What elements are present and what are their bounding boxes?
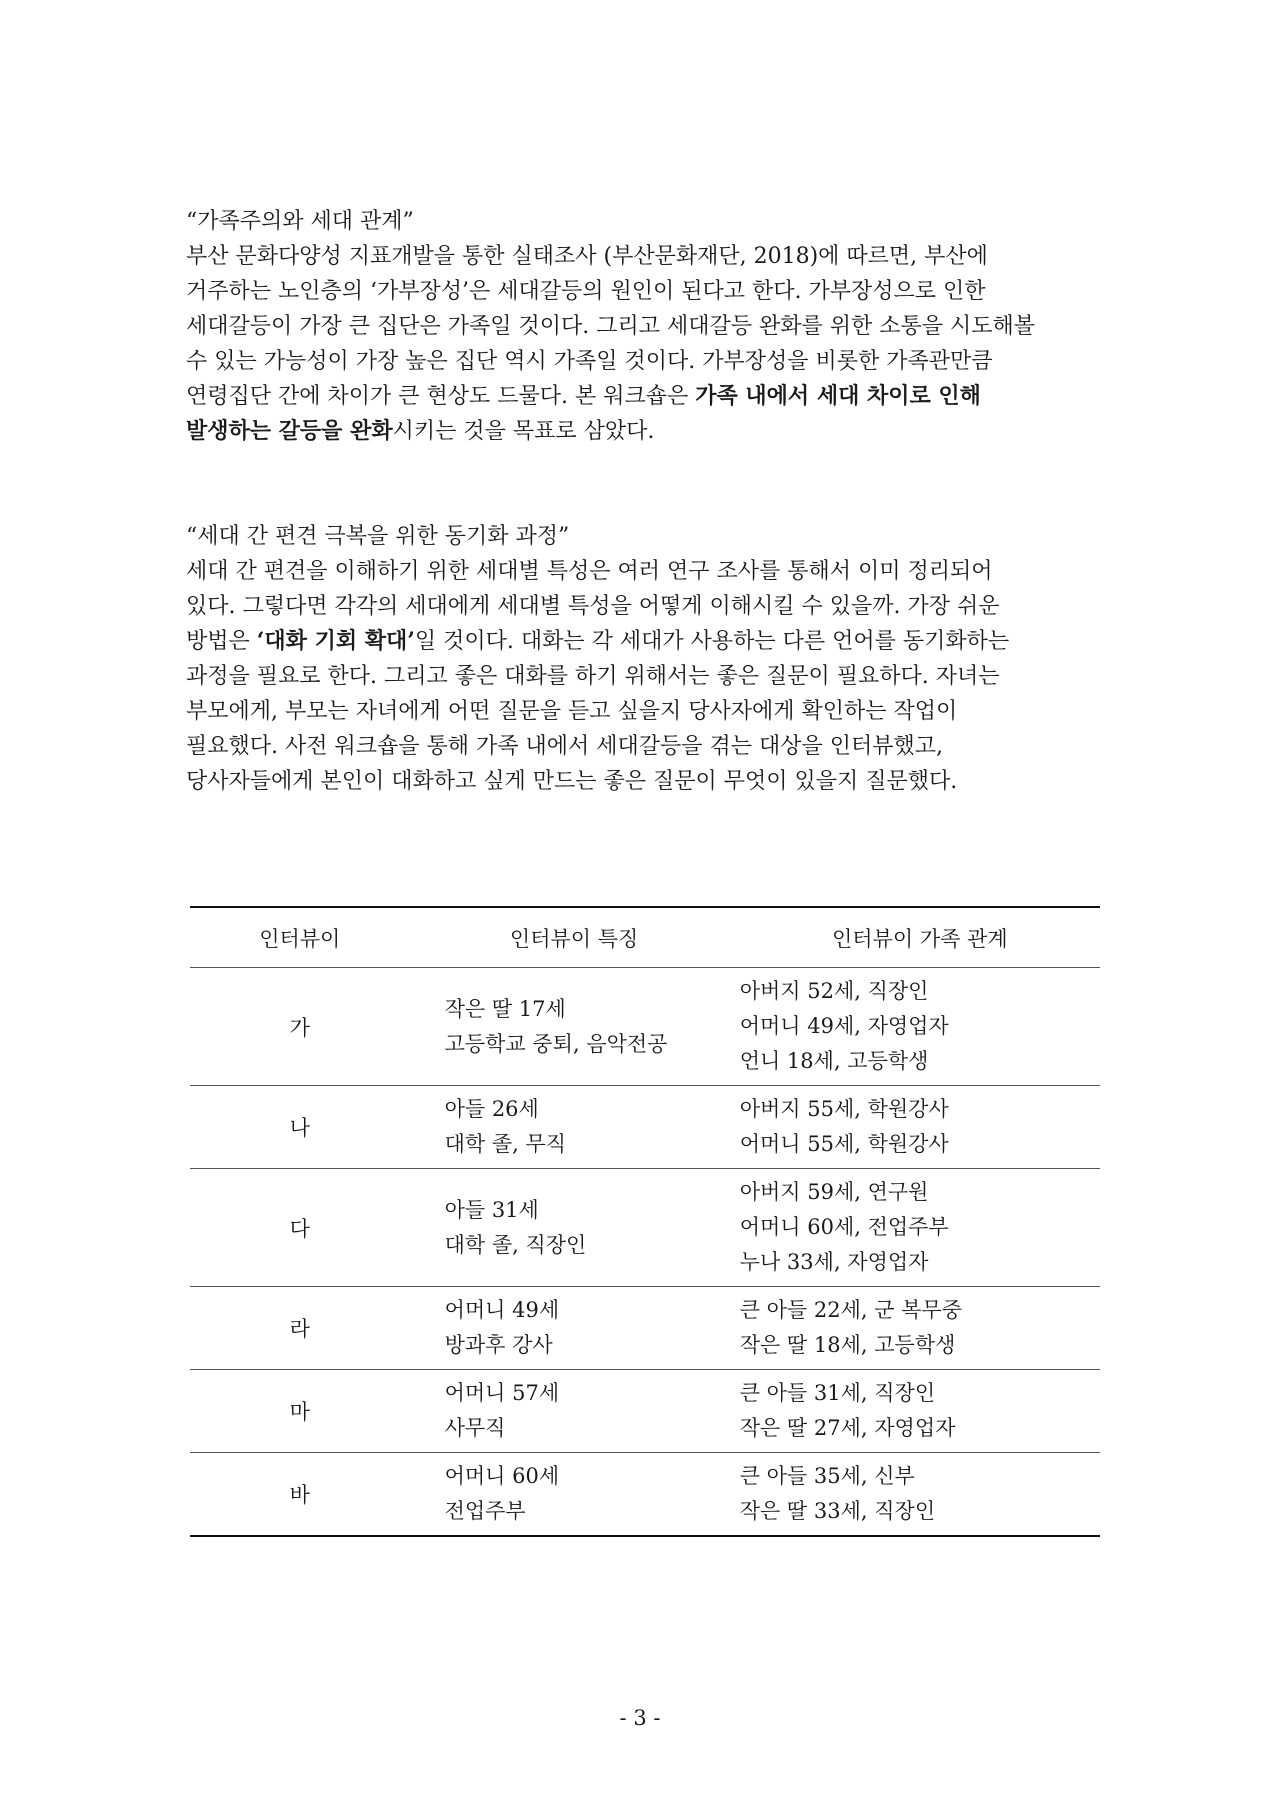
interviewee-trait: [410, 1287, 740, 1370]
trait-line: 어머니 49세: [444, 1298, 560, 1322]
trait-line: 대학 졸, 무직: [444, 1132, 567, 1156]
family-relation: [740, 1086, 1100, 1169]
paragraph-line: 수 있는 가능성이 가장 높은 집단 역시 가족일 것이다. 가부장성을 비롯한 가족관만큼: [186, 349, 993, 374]
interviewee-table: [190, 906, 1100, 1537]
section-heading: “가족주의와 세대 관계”: [186, 209, 414, 234]
relation-line: 아버지 52세, 직장인: [739, 979, 929, 1003]
family-relation: [740, 968, 1100, 1086]
paragraph-line: 세대 간 편견을 이해하기 위한 세대별 특성은 여러 연구 조사를 통해서 이미 정리되어: [186, 559, 993, 584]
relation-line: 아버지 59세, 연구원: [739, 1180, 929, 1204]
table-row: [190, 968, 1100, 1086]
family-relation: [740, 1453, 1100, 1537]
table-header-row: [190, 907, 1100, 968]
text-run: 일 것이다. 대화는 각 세대가 사용하는 다른 언어를 동기화하는: [414, 629, 1010, 654]
trait-line: 사무직: [444, 1416, 506, 1440]
family-relation: [740, 1169, 1100, 1287]
relation-line: 작은 딸 18세, 고등학생: [739, 1333, 956, 1357]
table-row: [190, 1169, 1100, 1287]
bold-text: 발생하는 갈등을 완화: [186, 418, 393, 444]
relation-line: 어머니 60세, 전업주부: [739, 1215, 949, 1239]
paragraph-line: [186, 379, 1106, 414]
table-row: [190, 1453, 1100, 1537]
interviewee-id: 가: [190, 968, 410, 1086]
trait-line: 고등학교 중퇴, 음악전공: [444, 1031, 668, 1056]
interviewee-trait: [410, 1169, 740, 1287]
trait-line: 아들 31세: [444, 1197, 539, 1222]
trait-line: 방과후 강사: [444, 1333, 553, 1357]
interviewee-id: 바: [190, 1453, 410, 1537]
family-relation: [740, 1287, 1100, 1370]
paragraph-line: [186, 624, 1106, 659]
paragraph-line: 과정을 필요로 한다. 그리고 좋은 대화를 하기 위해서는 좋은 질문이 필요하다. 자녀는: [186, 664, 1000, 689]
bold-text: 가족 내에서 세대 차이로 인해: [695, 383, 981, 409]
table-row: [190, 1086, 1100, 1169]
interviewee-id: 마: [190, 1370, 410, 1453]
section-overcoming-prejudice: [186, 519, 1106, 799]
paragraph-line: 세대갈등이 가장 큰 집단은 가족일 것이다. 그리고 세대갈등 완화를 위한 소통을 시도해볼: [186, 314, 1035, 339]
paragraph-line: [186, 414, 1106, 449]
section-family-and-generations: [186, 204, 1106, 449]
family-relation: [740, 1370, 1100, 1453]
interviewee-trait: [410, 968, 740, 1086]
relation-line: 큰 아들 22세, 군 복무중: [739, 1298, 963, 1322]
table-row: [190, 1370, 1100, 1453]
interviewee-trait: [410, 1453, 740, 1537]
relation-line: 어머니 49세, 자영업자: [739, 1014, 949, 1038]
paragraph-line: 거주하는 노인층의 ‘가부장성’은 세대갈등의 원인이 된다고 한다. 가부장성으로 인한: [186, 279, 986, 304]
text-run: 연령집단 간에 차이가 큰 현상도 드물다. 본 워크숍은: [186, 384, 696, 409]
trait-line: 작은 딸 17세: [444, 996, 566, 1021]
relation-line: 아버지 55세, 학원강사: [739, 1097, 949, 1121]
interviewee-id: 다: [190, 1169, 410, 1287]
paragraph-line: 있다. 그렇다면 각각의 세대에게 세대별 특성을 어떻게 이해시킬 수 있을까. 가장 쉬운: [186, 594, 1000, 619]
trait-line: 아들 26세: [444, 1097, 539, 1121]
header-trait: 인터뷰이 특징: [410, 907, 740, 968]
table-row: [190, 1287, 1100, 1370]
header-interviewee: 인터뷰이: [190, 907, 410, 968]
relation-line: 작은 딸 33세, 직장인: [739, 1499, 936, 1523]
relation-line: 작은 딸 27세, 자영업자: [739, 1416, 956, 1440]
interviewee-trait: [410, 1086, 740, 1169]
relation-line: 누나 33세, 자영업자: [739, 1250, 929, 1274]
interviewee-id: 나: [190, 1086, 410, 1169]
relation-line: 큰 아들 35세, 신부: [739, 1464, 915, 1488]
text-run: 시키는 것을 목표로 삼았다.: [392, 419, 655, 444]
paragraph-line: 필요했다. 사전 워크숍을 통해 가족 내에서 세대갈등을 겪는 대상을 인터뷰했고,: [186, 734, 943, 759]
section-heading: “세대 간 편견 극복을 위한 동기화 과정”: [186, 524, 570, 549]
paragraph-line: 부산 문화다양성 지표개발을 통한 실태조사 (부산문화재단, 2018)에 따르면, 부산에: [186, 244, 988, 269]
paragraph-line: 당사자들에게 본인이 대화하고 싶게 만드는 좋은 질문이 무엇이 있을지 질문했다.: [186, 769, 958, 794]
interviewee-id: 라: [190, 1287, 410, 1370]
header-family-relation: 인터뷰이 가족 관계: [740, 907, 1100, 968]
text-run: 방법은: [186, 629, 257, 654]
page-number: - 3 -: [619, 1706, 661, 1730]
trait-line: 어머니 57세: [444, 1381, 560, 1405]
interviewee-trait: [410, 1370, 740, 1453]
trait-line: 전업주부: [444, 1499, 526, 1523]
paragraph-line: 부모에게, 부모는 자녀에게 어떤 질문을 듣고 싶을지 당사자에게 확인하는 작업이: [186, 699, 958, 724]
relation-line: 언니 18세, 고등학생: [739, 1049, 929, 1073]
relation-line: 어머니 55세, 학원강사: [739, 1132, 949, 1156]
relation-line: 큰 아들 31세, 직장인: [739, 1381, 936, 1405]
trait-line: 어머니 60세: [444, 1464, 560, 1488]
trait-line: 대학 졸, 직장인: [444, 1232, 587, 1257]
bold-text: ‘대화 기회 확대’: [256, 628, 415, 654]
